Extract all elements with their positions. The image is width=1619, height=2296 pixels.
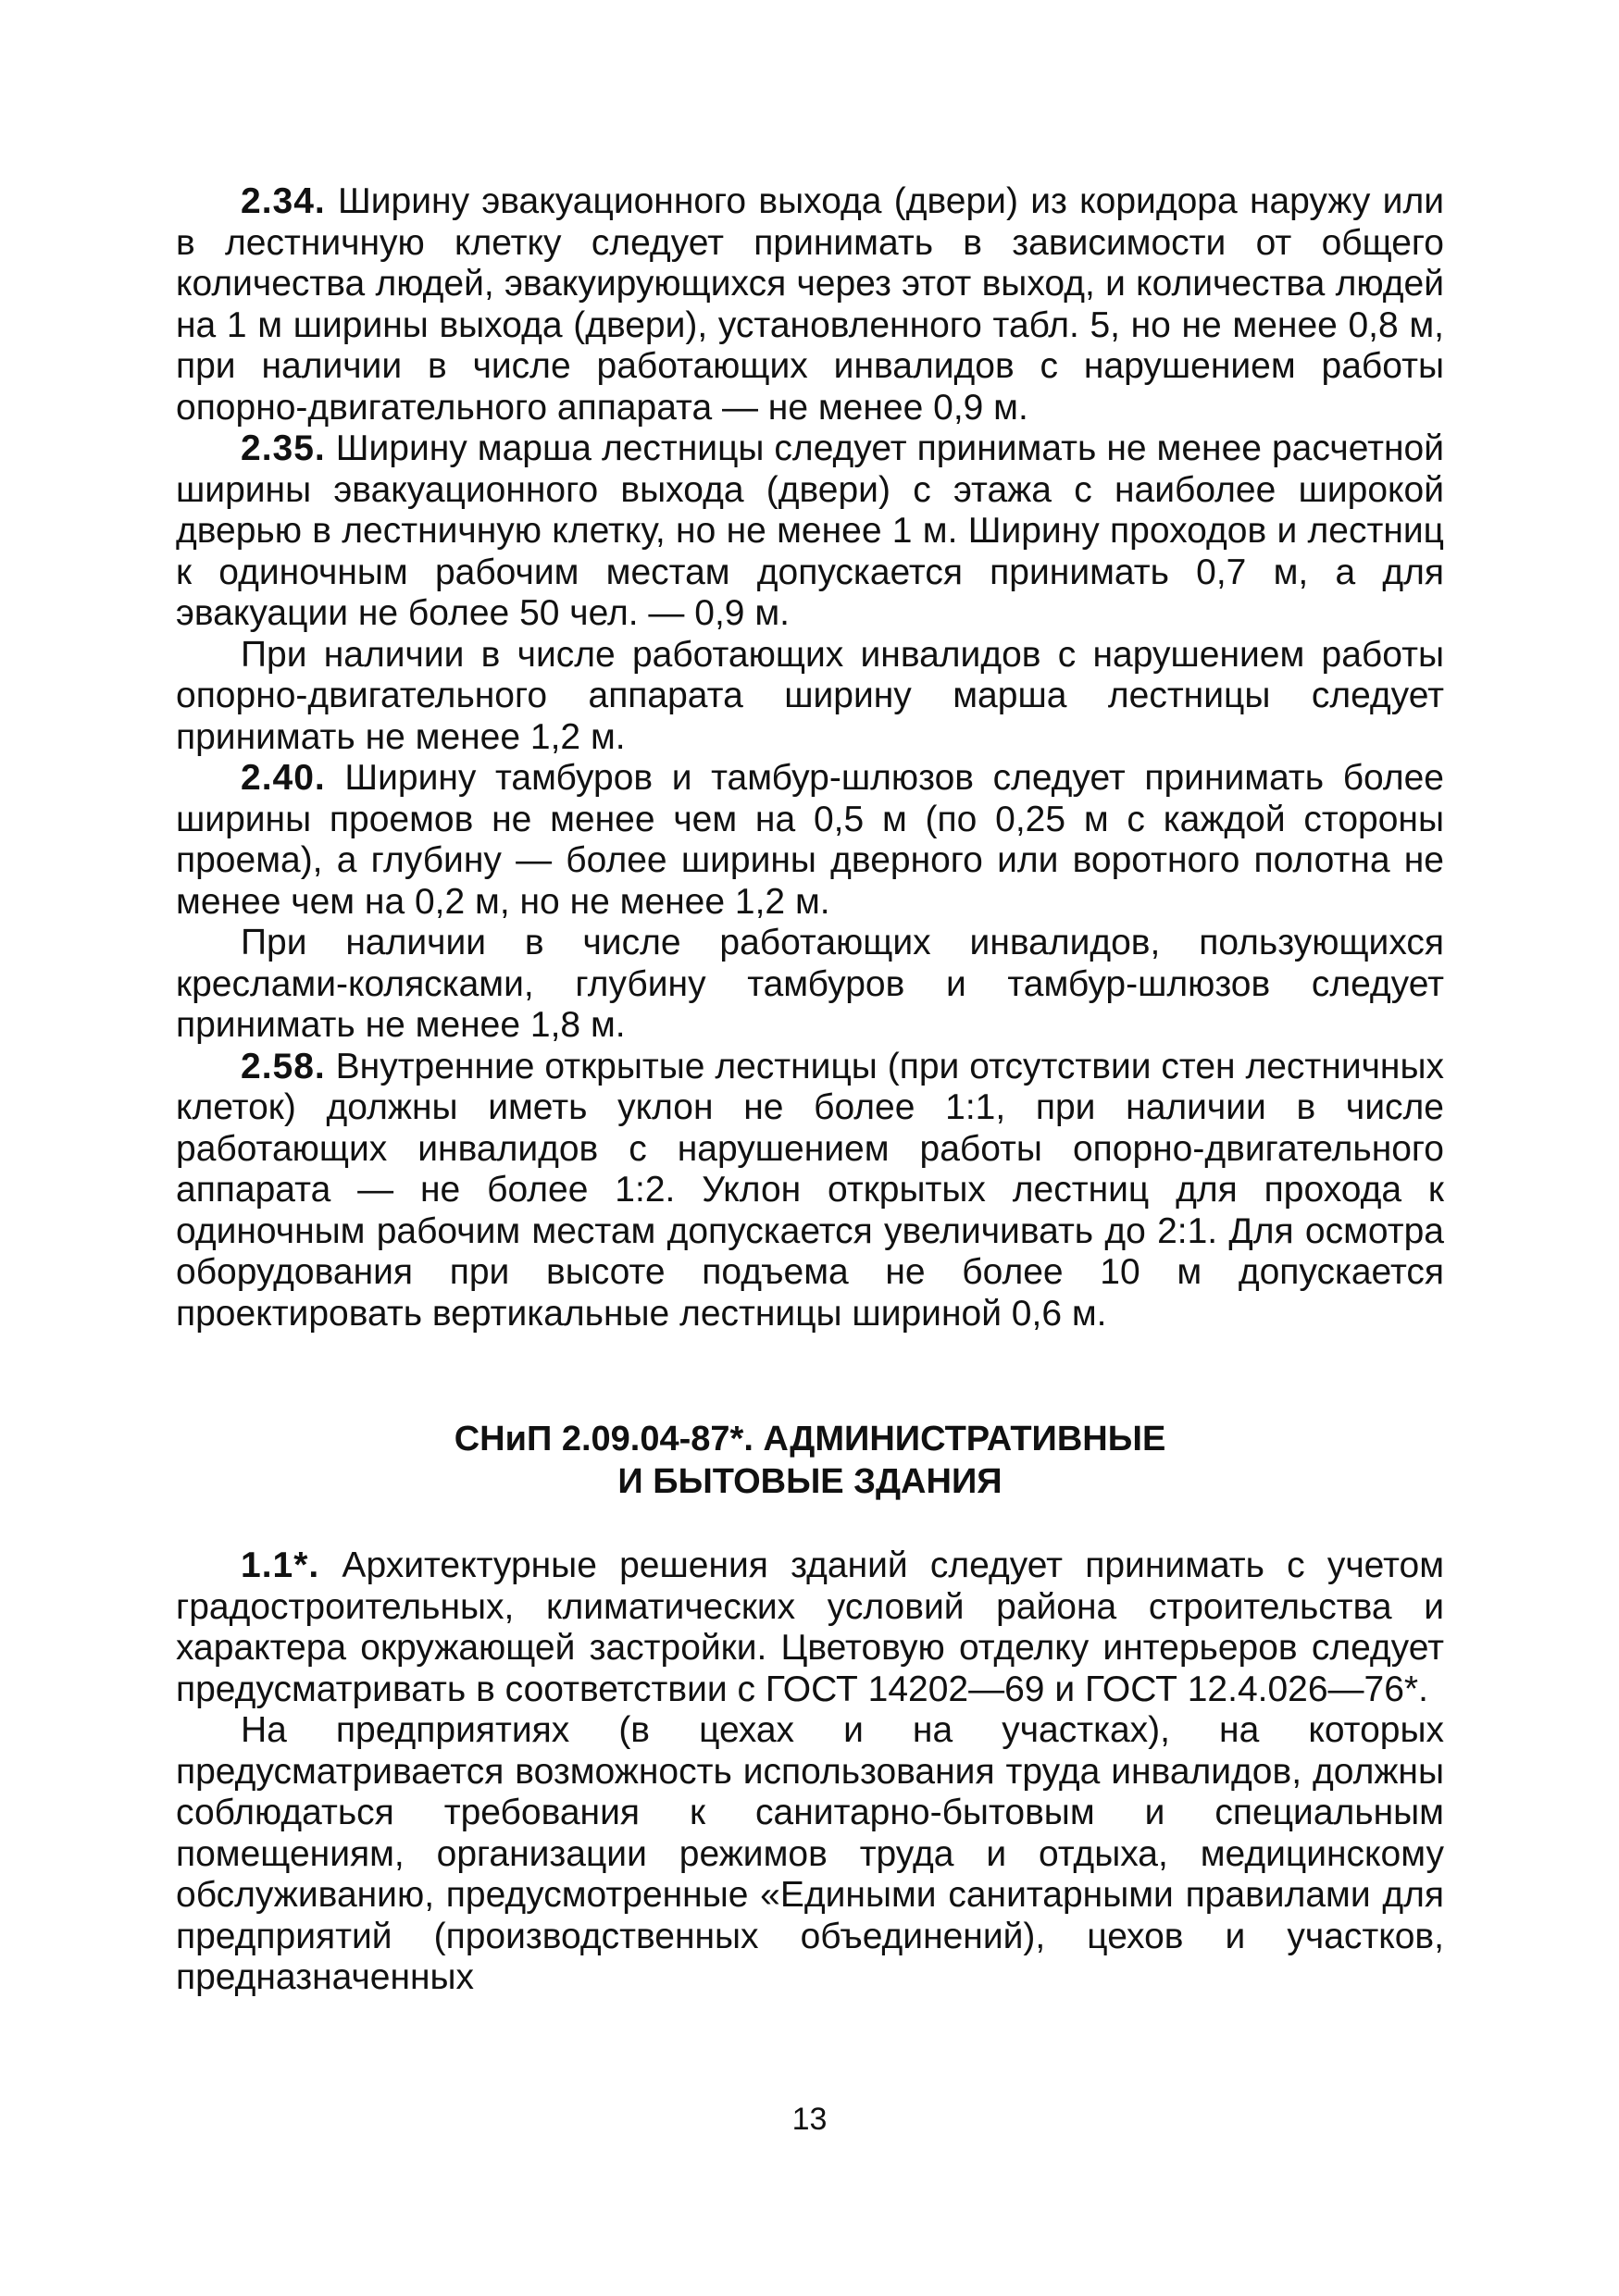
paragraph-text: Архитектурные решения зданий следует принимать с учетом градостроительных, климатических условий района строительства и характера окружающей застройки. Цветовую отделку интерьеров следует предусматривать в соответствии с ГОСТ 14202—69 и ГОСТ 12.4.026—76*. xyxy=(176,1545,1444,1709)
paragraph-text: При наличии в числе работающих инвалидов с нарушением работы опорно-двигательного аппарата ширину марша лестницы следует принимать не менее 1,2 м. xyxy=(176,634,1444,757)
paragraph-2-34 xyxy=(176,181,1444,428)
clause-number: 2.35. xyxy=(241,428,326,468)
section-heading-line-1: СНиП 2.09.04-87*. АДМИНИСТРАТИВНЫЕ xyxy=(454,1420,1166,1458)
paragraph-1-1 xyxy=(176,1545,1444,1710)
clause-number: 2.58. xyxy=(241,1046,326,1086)
page-body xyxy=(176,181,1444,1999)
paragraph-text: Ширину тамбуров и тамбур-шлюзов следует принимать более ширины проемов не менее чем на 0,5 м (по 0,25 м с каждой стороны проема), а глубину — более ширины дверного или воротного полотна не менее чем на 0,2 м, но не менее 1,2 м. xyxy=(176,758,1444,922)
paragraph-2-35 xyxy=(176,428,1444,635)
paragraph-2-58 xyxy=(176,1047,1444,1335)
clause-number: 2.34. xyxy=(241,181,326,221)
paragraph-2-40-note xyxy=(176,923,1444,1047)
paragraph-1-1-note xyxy=(176,1710,1444,1999)
page-number: 13 xyxy=(791,2102,828,2137)
section-heading-line-2: И БЫТОВЫЕ ЗДАНИЯ xyxy=(617,1462,1003,1501)
paragraph-2-35-note xyxy=(176,635,1444,759)
clause-number: 1.1*. xyxy=(241,1545,320,1585)
paragraph-text: На предприятиях (в цехах и на участках), на которых предусматривается возможность использования труда инвалидов, должны соблюдаться требования к санитарно-бытовым и специальным помещениям, организации режимов труда и отдыха, медицинскому обслуживанию, предусмотренные «Едиными санитарными правилами для предприятий (производственных объединений), цехов и участков, предназначенных xyxy=(176,1710,1444,1997)
paragraph-2-40 xyxy=(176,758,1444,923)
section-heading xyxy=(176,1418,1444,1503)
paragraph-text: При наличии в числе работающих инвалидов, пользующихся креслами-колясками, глубину тамбуров и тамбур-шлюзов следует принимать не менее 1,8 м. xyxy=(176,923,1444,1045)
paragraph-text: Внутренние открытые лестницы (при отсутствии стен лестничных клеток) должны иметь уклон не более 1:1, при наличии в числе работающих инвалидов с нарушением работы опорно-двигательного аппарата — не более 1:2. Уклон открытых лестниц для прохода к одиночным рабочим местам допускается увеличивать до 2:1. Для осмотра оборудования при высоте подъема не более 10 м допускается проектировать вертикальные лестницы шириной 0,6 м. xyxy=(176,1046,1444,1334)
clause-number: 2.40. xyxy=(241,758,326,798)
paragraph-text: Ширину марша лестницы следует принимать не менее расчетной ширины эвакуационного выхода (двери) с этажа с наиболее широкой дверью в лестничную клетку, но не менее 1 м. Ширину проходов и лестниц к одиночным рабочим местам допускается принимать 0,7 м, а для эвакуации не более 50 чел. — 0,9 м. xyxy=(176,428,1444,633)
paragraph-text: Ширину эвакуационного выхода (двери) из коридора наружу или в лестничную клетку следует принимать в зависимости от общего количества людей, эвакуирующихся через этот выход, и количества людей на 1 м ширины выхода (двери), установленного табл. 5, но не менее 0,8 м, при наличии в числе работающих инвалидов с нарушением работы опорно-двигательного аппарата — не менее 0,9 м. xyxy=(176,181,1444,428)
